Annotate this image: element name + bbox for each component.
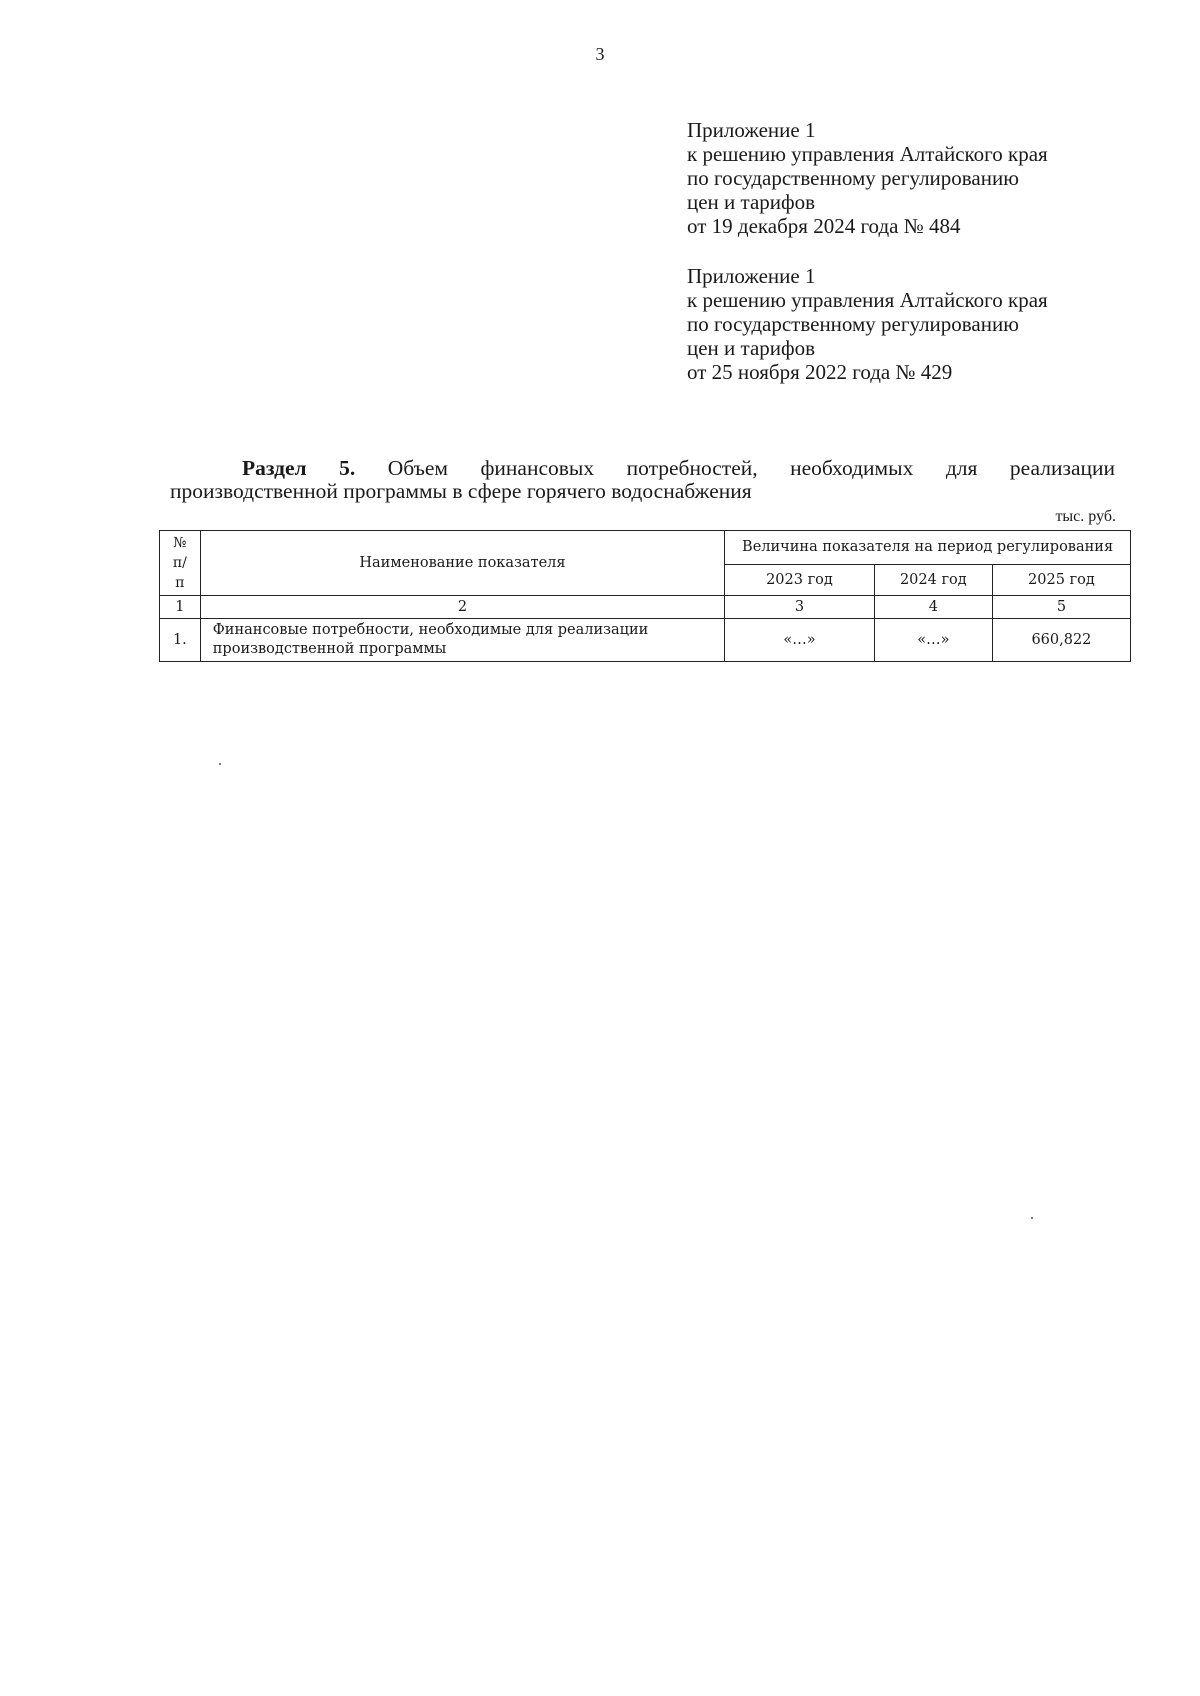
appendix-note-current <box>687 118 1167 238</box>
section-title-part2: производственной программы в сфере горячего водоснабжения <box>170 479 752 503</box>
appendix-line: цен и тарифов <box>687 336 816 360</box>
column-index: 4 <box>874 596 992 619</box>
value-2025: 660,822 <box>992 619 1130 662</box>
header-number <box>160 531 201 596</box>
row-indicator-name <box>200 619 724 662</box>
header-period: Величина показателя на период регулирования <box>725 531 1131 565</box>
section-heading-line1 <box>170 457 1115 480</box>
row-number: 1. <box>160 619 201 662</box>
table-row <box>160 619 1131 662</box>
header-number-line: № <box>173 535 187 551</box>
scan-speck <box>219 763 221 765</box>
units-label: тыс. руб. <box>1055 508 1116 525</box>
column-index-row <box>160 596 1131 619</box>
value-2023: «…» <box>725 619 875 662</box>
section-heading <box>170 457 1115 503</box>
section-title-part1: Объем финансовых потребностей, необходимых для реализации <box>387 456 1115 480</box>
header-year-2025: 2025 год <box>992 564 1130 595</box>
header-number-line: п <box>175 575 185 591</box>
header-number-line: п/ <box>172 555 187 571</box>
appendix-line: по государственному регулированию <box>687 312 1019 336</box>
row-indicator-name-line: производственной программы <box>212 641 447 657</box>
appendix-title: Приложение 1 <box>687 264 816 288</box>
appendix-line: к решению управления Алтайского края <box>687 288 1048 312</box>
column-index: 2 <box>200 596 724 619</box>
header-year-2023: 2023 год <box>725 564 875 595</box>
appendix-line: цен и тарифов <box>687 190 816 214</box>
financial-needs-table <box>159 530 1131 662</box>
appendix-title: Приложение 1 <box>687 118 816 142</box>
appendix-line: по государственному регулированию <box>687 166 1019 190</box>
appendix-date: от 19 декабря 2024 года № 484 <box>687 214 961 238</box>
column-index: 1 <box>160 596 201 619</box>
page-number: 3 <box>595 44 605 64</box>
row-indicator-name-line: Финансовые потребности, необходимые для реализации <box>212 622 649 638</box>
appendix-note-original <box>687 264 1167 384</box>
column-index: 5 <box>992 596 1130 619</box>
header-indicator-name: Наименование показателя <box>200 531 724 596</box>
column-index: 3 <box>725 596 875 619</box>
value-2024: «…» <box>874 619 992 662</box>
section-label: Раздел 5. <box>242 456 356 480</box>
scan-speck <box>1031 1217 1033 1219</box>
header-year-2024: 2024 год <box>874 564 992 595</box>
table-header-row <box>160 531 1131 565</box>
appendix-line: к решению управления Алтайского края <box>687 142 1048 166</box>
appendix-date: от 25 ноября 2022 года № 429 <box>687 360 953 384</box>
